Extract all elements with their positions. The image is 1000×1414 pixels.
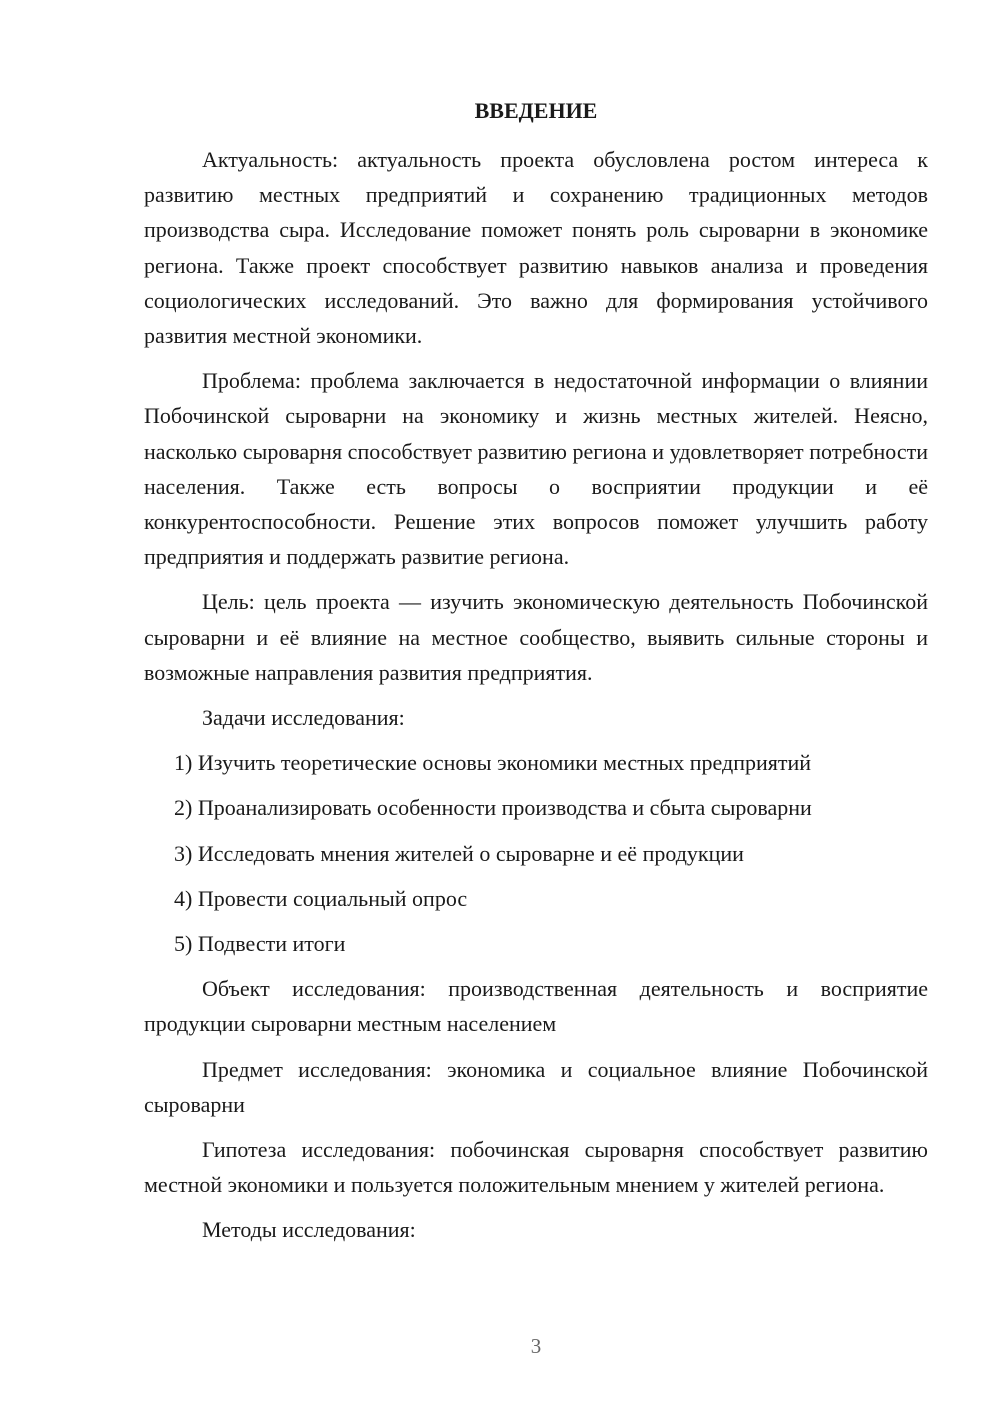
paragraph-relevance: Актуальность: актуальность проекта обусловлена ростом интереса к развитию местных предприятий и сохранению традиционных методов производства сыра. Исследование поможет понять роль сыроварни в экономике региона. Также проект способствует развитию навыков анализа и проведения социологических исследований. Это важно для формирования устойчивого развития местной экономики. [144, 147, 928, 349]
paragraph-hypothesis: Гипотеза исследования: побочинская сыроварня способствует развитию местной экономики и пользуется положительным мнением у жителей региона. [144, 1137, 928, 1198]
document-page [144, 0, 928, 1414]
tasks-list [144, 745, 928, 961]
list-item: 2) Проанализировать особенности производства и сбыта сыроварни [174, 795, 812, 821]
list-item: 5) Подвести итоги [174, 931, 346, 957]
paragraph-methods-heading: Методы исследования: [202, 1217, 416, 1243]
paragraph-problem: Проблема: проблема заключается в недостаточной информации о влиянии Побочинской сыроварни на экономику и жизнь местных жителей. Неясно, насколько сыроварня способствует развитию региона и удовлетворяет потребности населения. Также есть вопросы о восприятии продукции и её конкурентоспособности. Решение этих вопросов поможет улучшить работу предприятия и поддержать развитие региона. [144, 368, 928, 570]
paragraph-object: Объект исследования: производственная деятельность и восприятие продукции сыроварни местным населением [144, 976, 928, 1037]
list-item: 1) Изучить теоретические основы экономики местных предприятий [174, 750, 812, 776]
document-body [144, 142, 928, 1258]
page-title: ВВЕДЕНИЕ [474, 98, 598, 123]
list-item: 4) Провести социальный опрос [174, 885, 468, 911]
paragraph-tasks-heading: Задачи исследования: [202, 705, 405, 731]
list-item: 3) Исследовать мнения жителей о сыроварне и её продукции [174, 840, 744, 866]
paragraph-goal: Цель: цель проекта — изучить экономическую деятельность Побочинской сыроварни и её влияние на местное сообщество, выявить сильные стороны и возможные направления развития предприятия. [144, 589, 928, 685]
page-number: 3 [530, 1334, 542, 1358]
paragraph-subject: Предмет исследования: экономика и социальное влияние Побочинской сыроварни [144, 1056, 928, 1117]
